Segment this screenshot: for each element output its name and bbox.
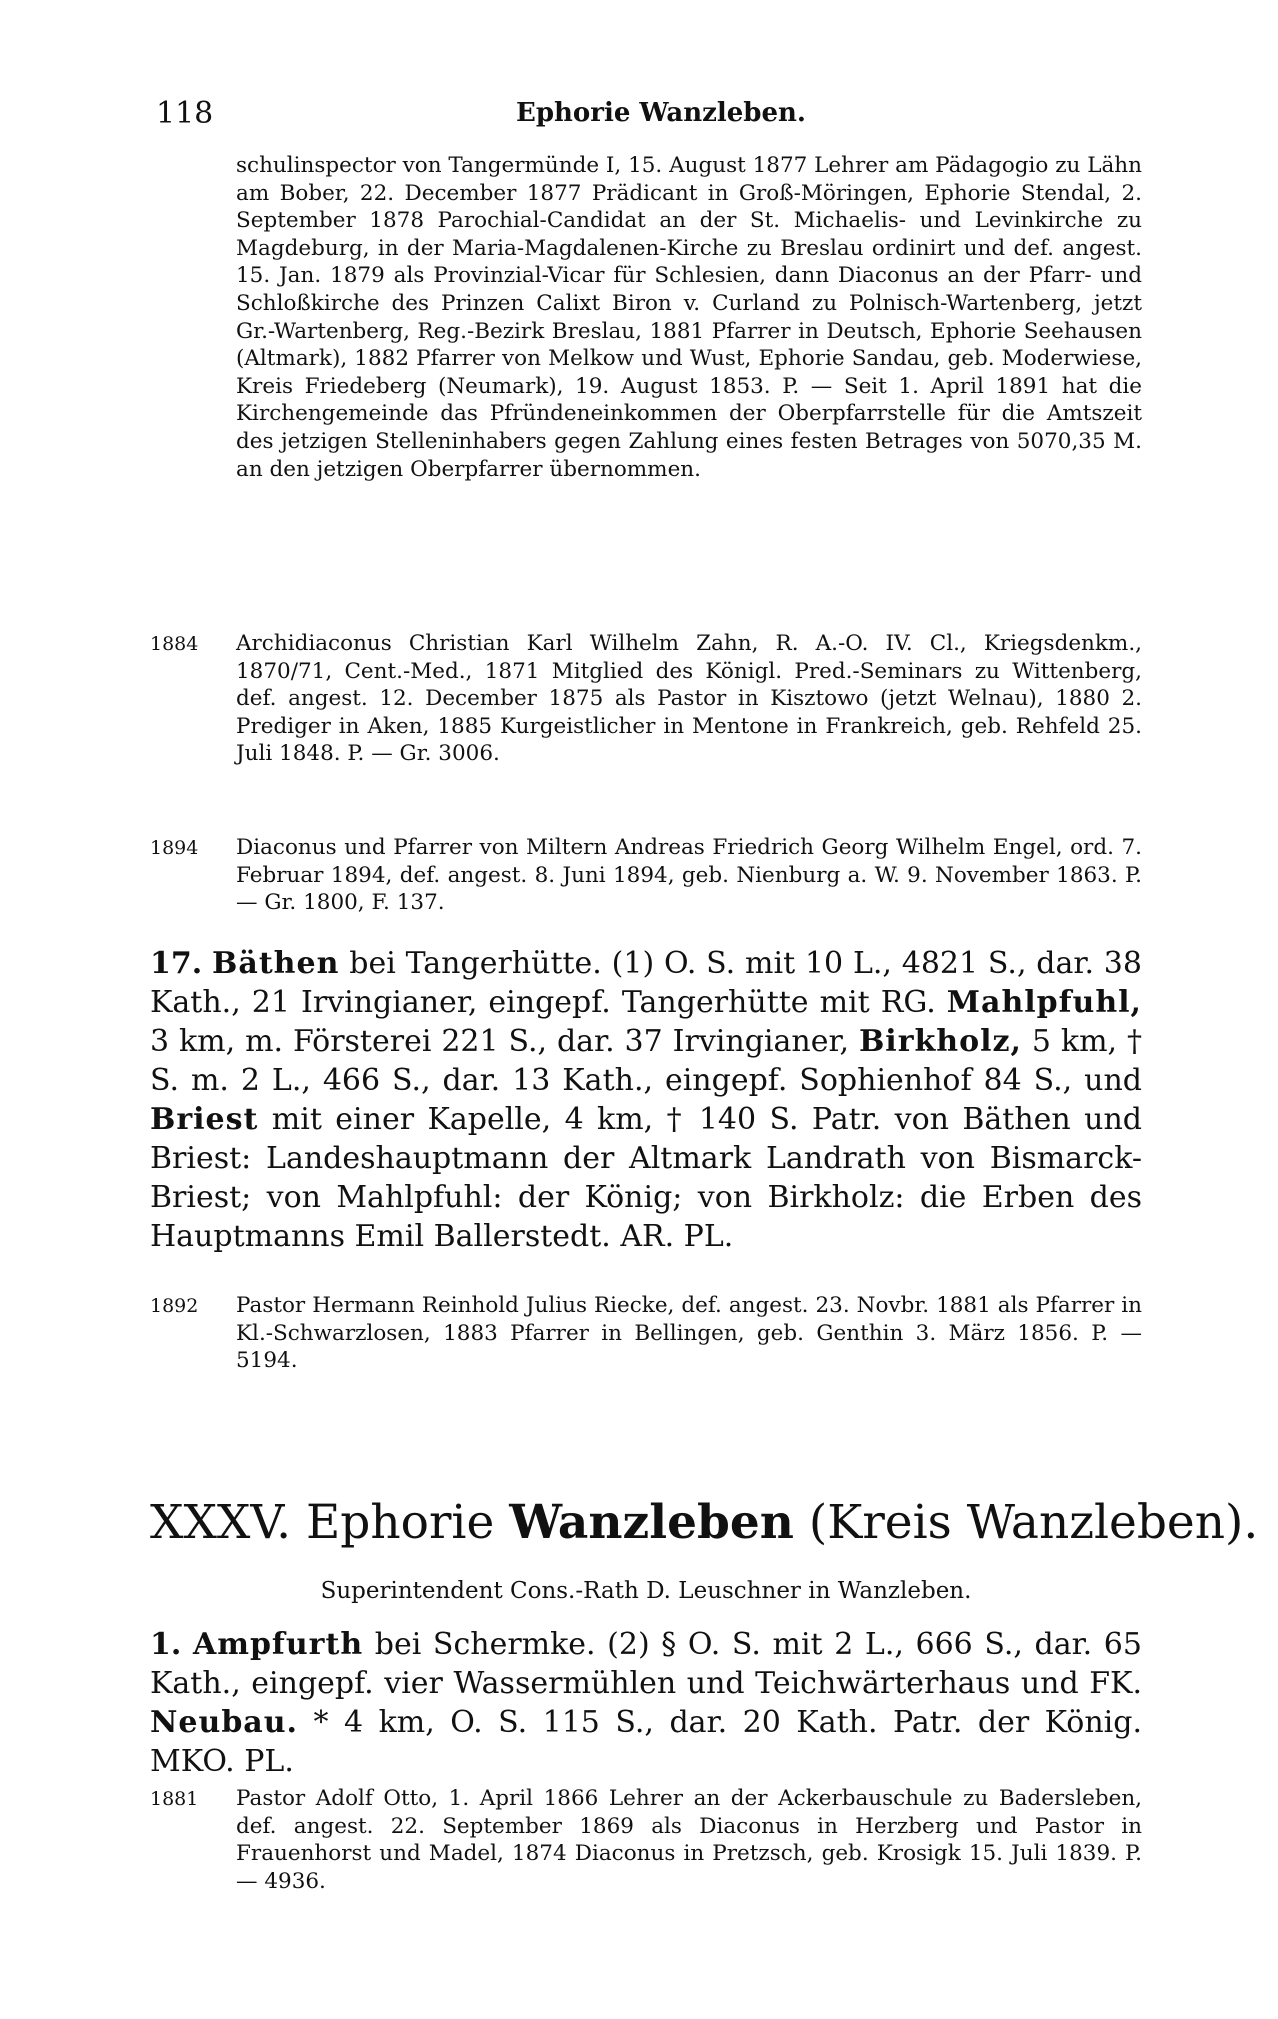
- section-title: [150, 1495, 1259, 1550]
- entry-year: 1894: [150, 837, 199, 859]
- parish-text: 5 km, † S. m. 2 L., 466 S., dar. 13 Kath., eingepf. Sophienhof 84 S., und: [150, 1024, 1142, 1098]
- running-title: Ephorie Wanzleben.: [516, 98, 806, 128]
- entry-text: Pastor Hermann Reinhold Julius Riecke, def. angest. 23. Novbr. 1881 als Pfarrer in Kl.-Schwarzlosen, 1883 Pfarrer in Bellingen, geb. Genthin 3. März 1856. P. — 5194.: [236, 1293, 1142, 1374]
- entry-year: 1881: [150, 1788, 199, 1810]
- superintendent-line: Superintendent Cons.-Rath D. Leuschner in Wanzleben.: [320, 1578, 972, 1604]
- entry-year: 1884: [150, 633, 199, 655]
- page-number: 118: [156, 96, 214, 131]
- parish-text: mit einer Kapelle, 4 km, † 140 S. Patr. von Bäthen und Briest: Landeshauptmann der Altmark Landrath von Bismarck-Briest; von Mahlpfuhl: der König; von Birkholz: die Erben des Hauptmanns Emil Ballerstedt. AR. PL.: [150, 1102, 1142, 1254]
- parish-number: 17.: [150, 946, 203, 981]
- parish-entry-17: [150, 944, 1142, 1256]
- section-suffix: (Kreis Wanzleben).: [808, 1495, 1259, 1550]
- section-name: Wanzleben: [509, 1495, 794, 1550]
- parish-entry-1: [150, 1625, 1142, 1781]
- parish-name: Bäthen: [212, 946, 340, 981]
- entry-text: Diaconus und Pfarrer von Miltern Andreas Friedrich Georg Wilhelm Engel, ord. 7. Februar 1894, def. angest. 8. Juni 1894, geb. Nienburg a. W. 9. November 1863. P. — Gr. 1800, F. 137.: [236, 835, 1142, 916]
- entry-text: Archidiaconus Christian Karl Wilhelm Zahn, R. A.-O. IV. Cl., Kriegsdenkm., 1870/71, Cent.-Med., 1871 Mitglied des Königl. Pred.-Seminars zu Wittenberg, def. angest. 12. December 1875 als Pastor in Kisztowo (jetzt Welnau), 1880 2. Prediger in Aken, 1885 Kurgeistlicher in Mentone in Frankreich, geb. Rehfeld 25. Juli 1848. P. — Gr. 3006.: [236, 631, 1142, 767]
- parish-text: 3 km, m. Försterei 221 S., dar. 37 Irvingianer,: [150, 1024, 850, 1059]
- page-header: [156, 96, 1146, 136]
- parish-name: Ampfurth: [192, 1627, 364, 1662]
- parish-text: bei Tangerhütte. (1) O. S. mit 10 L., 4821 S., dar. 38 Kath., 21 Irvingianer, eingepf. Tangerhütte mit RG.: [150, 946, 1142, 1020]
- place-name: Birkholz,: [858, 1024, 1022, 1059]
- place-name: Briest: [150, 1102, 259, 1137]
- entry-year: 1892: [150, 1295, 199, 1317]
- entry-text: Pastor Adolf Otto, 1. April 1866 Lehrer an der Ackerbauschule zu Badersleben, def. angest. 22. September 1869 als Diaconus in Herzberg und Pastor in Frauenhorst und Madel, 1874 Diaconus in Pretzsch, geb. Krosigk 15. Juli 1839. P. — 4936.: [236, 1786, 1142, 1894]
- section-prefix: XXXV. Ephorie: [150, 1495, 495, 1550]
- place-name: Mahlpfuhl,: [946, 985, 1142, 1020]
- parish-number: 1.: [150, 1627, 182, 1662]
- entry-continuation: schulinspector von Tangermünde I, 15. August 1877 Lehrer am Pädagogio zu Lähn am Bober, 22. December 1877 Prädicant in Groß-Möringen, Ephorie Stendal, 2. September 1878 Parochial-Candidat an der St. Michaelis- und Levinkirche zu Magdeburg, in der Maria-Magdalenen-Kirche zu Breslau ordinirt und def. angest. 15. Jan. 1879 als Provinzial-Vicar für Schlesien, dann Diaconus an der Pfarr- und Schloßkirche des Prinzen Calixt Biron v. Curland zu Polnisch-Wartenberg, jetzt Gr.-Wartenberg, Reg.-Bezirk Breslau, 1881 Pfarrer in Deutsch, Ephorie Seehausen (Altmark), 1882 Pfarrer von Melkow und Wust, Ephorie Sandau, geb. Moderwiese, Kreis Friedeberg (Neumark), 19. August 1853. P. — Seit 1. April 1891 hat die Kirchengemeinde das Pfründeneinkommen der Oberpfarrstelle für die Amtszeit des jetzigen Stelleninhabers gegen Zahlung eines festen Betrages von 5070,35 M. an den jetzigen Oberpfarrer übernommen.: [236, 153, 1142, 482]
- place-name: Neubau.: [150, 1705, 298, 1740]
- parish-text: bei Schermke. (2) § O. S. mit 2 L., 666 S., dar. 65 Kath., eingepf. vier Wassermühlen und Teichwärterhaus und FK.: [150, 1627, 1142, 1701]
- parish-text: * 4 km, O. S. 115 S., dar. 20 Kath. Patr. der König. MKO. PL.: [150, 1705, 1142, 1779]
